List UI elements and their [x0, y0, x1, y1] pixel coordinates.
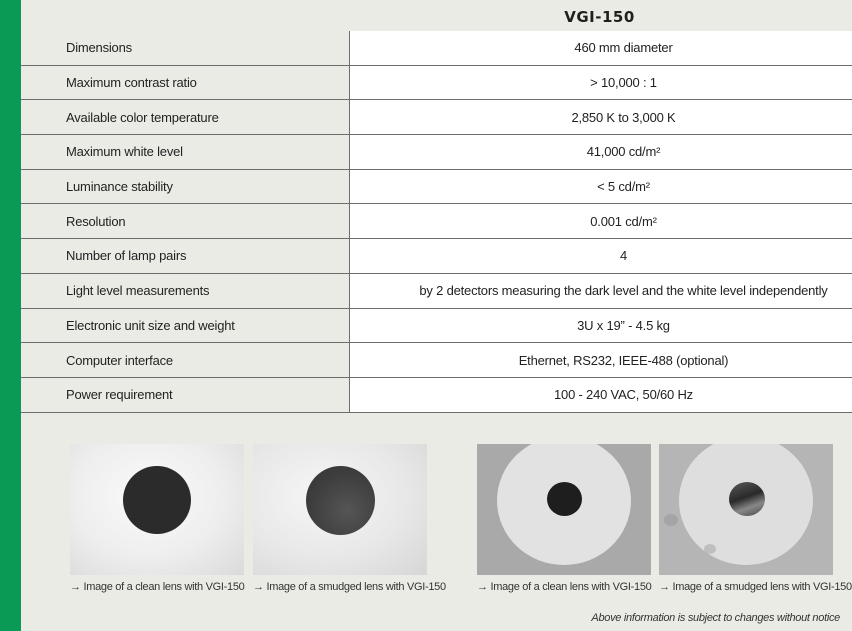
spec-label: Resolution [21, 204, 350, 239]
table-row [21, 308, 852, 343]
spec-value: 460 mm diameter [350, 31, 852, 65]
table-row [21, 239, 852, 274]
table-row [21, 135, 852, 170]
spec-value: > 10,000 : 1 [350, 65, 852, 100]
photo-caption: → Image of a smudged lens with VGI-150 [253, 581, 446, 593]
accent-bar [0, 0, 21, 631]
spec-value: 0.001 cd/m² [350, 204, 852, 239]
table-row [21, 343, 852, 378]
smudged-lens-photo [253, 444, 427, 575]
photo-caption: → Image of a clean lens with VGI-150 [477, 581, 652, 593]
spec-label: Dimensions [21, 31, 350, 65]
spec-label: Light level measurements [21, 273, 350, 308]
clean-lens-photo [70, 444, 244, 575]
photo-caption: → Image of a clean lens with VGI-150 [70, 581, 245, 593]
smudge-mark [664, 514, 678, 526]
dark-spot [123, 466, 191, 534]
spec-table [21, 31, 852, 413]
table-header [21, 0, 852, 32]
spec-value: < 5 cd/m² [350, 169, 852, 204]
spec-label: Maximum contrast ratio [21, 65, 350, 100]
dark-spot [729, 482, 765, 516]
smudge-mark [704, 544, 716, 554]
spec-value: 4 [350, 239, 852, 274]
spec-label: Available color temperature [21, 100, 350, 135]
photo-caption: → Image of a smudged lens with VGI-150 [659, 581, 852, 593]
product-title: VGI-150 [564, 8, 635, 26]
table-row [21, 65, 852, 100]
spec-value: 2,850 K to 3,000 K [350, 100, 852, 135]
spec-label: Number of lamp pairs [21, 239, 350, 274]
table-row [21, 204, 852, 239]
table-row [21, 377, 852, 412]
table-row [21, 169, 852, 204]
dark-spot [547, 482, 582, 516]
table-row [21, 273, 852, 308]
spec-value: 3U x 19” - 4.5 kg [350, 308, 852, 343]
spec-label: Power requirement [21, 377, 350, 412]
spec-label: Electronic unit size and weight [21, 308, 350, 343]
dark-spot [306, 466, 375, 535]
disclaimer-notice: Above information is subject to changes without notice [591, 612, 840, 624]
table-row [21, 31, 852, 65]
spec-value: 100 - 240 VAC, 50/60 Hz [350, 377, 852, 412]
spec-label: Maximum white level [21, 135, 350, 170]
spec-value: Ethernet, RS232, IEEE-488 (optional) [350, 343, 852, 378]
spec-label: Luminance stability [21, 169, 350, 204]
spec-label: Computer interface [21, 343, 350, 378]
spec-value: by 2 detectors measuring the dark level and the white level independently [350, 273, 852, 308]
table-row [21, 100, 852, 135]
smudged-lens-photo [659, 444, 833, 575]
clean-lens-photo [477, 444, 651, 575]
spec-value: 41,000 cd/m² [350, 135, 852, 170]
